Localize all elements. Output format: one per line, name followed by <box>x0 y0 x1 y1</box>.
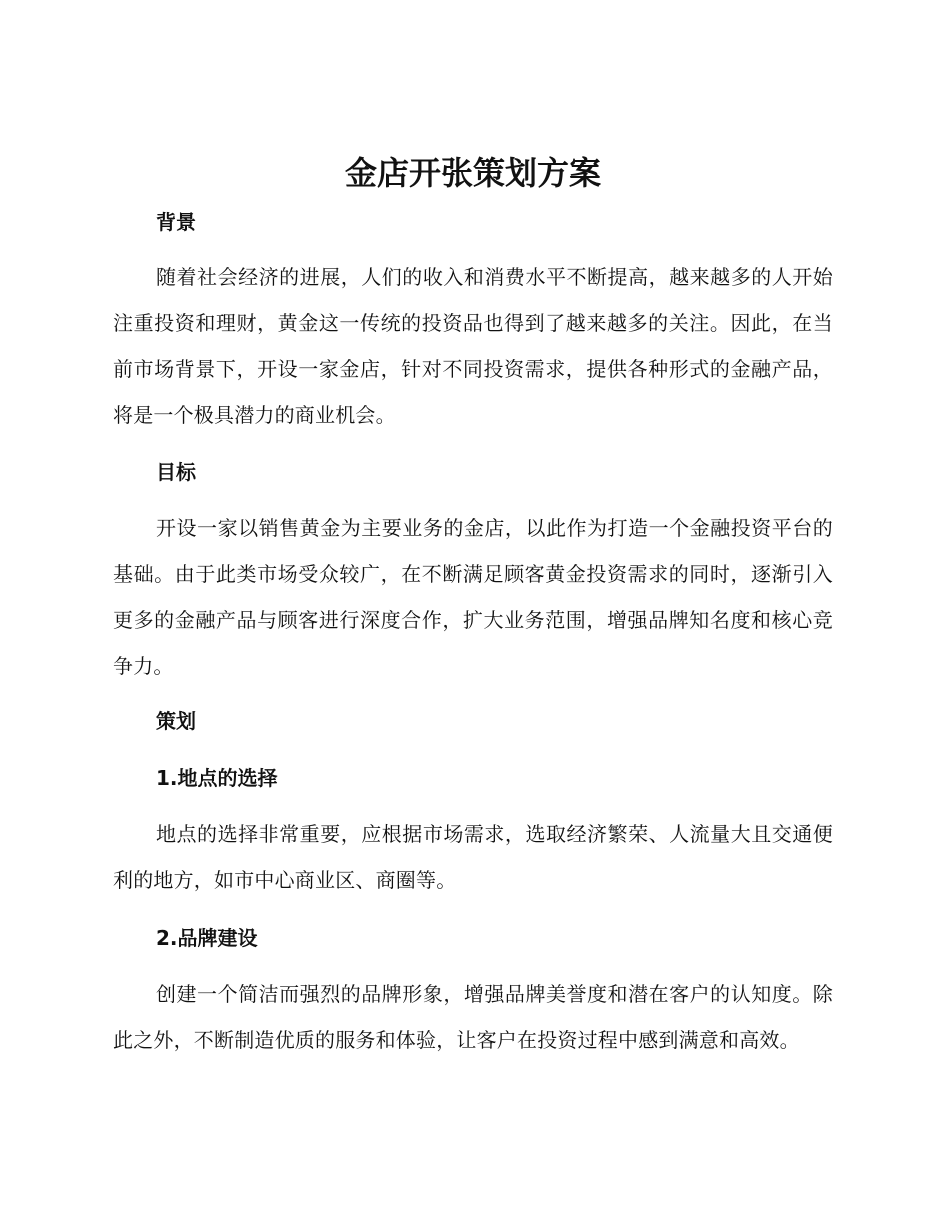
subsection-heading-location: 1.地点的选择 <box>156 766 278 790</box>
section-heading-plan: 策划 <box>156 709 196 733</box>
subsection-body-brand: 创建一个简洁而强烈的品牌形象，增强品牌美誉度和潜在客户的认知度。除此之外，不断制造优质的服务和体验，让客户在投资过程中感到满意和高效。 <box>113 982 833 1052</box>
subsection-body-location: 地点的选择非常重要，应根据市场需求，选取经济繁荣、人流量大且交通便利的地方，如市中心商业区、商圈等。 <box>113 822 833 892</box>
section-heading-background: 背景 <box>156 210 196 234</box>
document-title: 金店开张策划方案 <box>344 154 601 192</box>
subsection-heading-brand: 2.品牌建设 <box>156 926 258 950</box>
section-body-goal: 开设一家以销售黄金为主要业务的金店，以此作为打造一个金融投资平台的基础。由于此类市场受众较广，在不断满足顾客黄金投资需求的同时，逐渐引入更多的金融产品与顾客进行深度合作，扩大业务范围，增强品牌知名度和核心竞争力。 <box>113 516 833 678</box>
section-heading-goal: 目标 <box>156 460 196 484</box>
section-body-background: 随着社会经济的进展，人们的收入和消费水平不断提高，越来越多的人开始注重投资和理财，黄金这一传统的投资品也得到了越来越多的关注。因此，在当前市场背景下，开设一家金店，针对不同投资需求，提供各种形式的金融产品，将是一个极具潜力的商业机会。 <box>113 265 833 427</box>
